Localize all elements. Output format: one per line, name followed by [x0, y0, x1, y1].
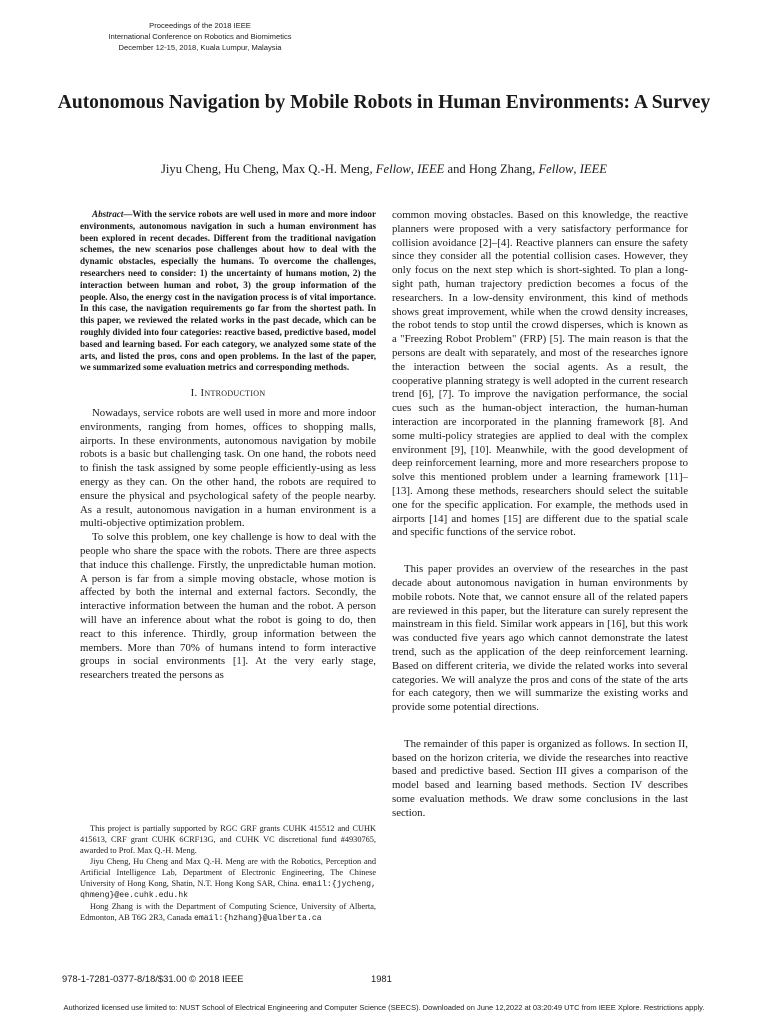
abstract: [80, 209, 376, 374]
section-title: Introduction: [200, 387, 266, 400]
right-column: [392, 209, 688, 821]
footnote-affiliation-1: [80, 857, 376, 903]
isbn-copyright: 978-1-7281-0377-8/18/$31.00 © 2018 IEEE: [62, 973, 244, 984]
footnote-email-2: email:{hzhang}@ualberta.ca: [193, 914, 322, 924]
section-numeral: I.: [190, 387, 201, 400]
footnotes: [80, 824, 376, 925]
footnote-affiliation-2: [80, 902, 376, 925]
body-paragraph: common moving obstacles. Based on this knowledge, the reactive planners were proposed with a very satisfactory performance for collision avoidance [2]–[4]. Reactive planners can ensure the safety since they consider all the potential collision cases. However, they only focus on the next step which is short-sighted. To plan a long-sight path, human trajectory prediction becomes a focus of the researchers. In a low-density environment, this kind of methods shows great improvement, while when the crowd density increases, the robot tends to stop until the crowd disperses, which is known as a "Freezing Robot Problem" (FRP) [5]. The main reason is that the persons are dealt with separately, and most of the researches ignore the interaction between the social agents. As a result, the cooperative planning strategy is well adopted in the current research trend [6], [7]. To improve the navigation performance, the social cues such as the human-object interaction, the human-human interaction are incorporated in the planning framework [8]. And some multi-policy strategies are applied to deal with the complex environment [9], [10]. Meanwhile, with the good development of deep reinforcement learning, more and more researchers propose to solve this mentioned problem under a learning framework [11]–[13]. Among these methods, researchers should select the suitable one for the specific application. For example, the methods used in airports [14] and homes [15] are different due to the spatial scale and specific functions of the service robot.: [392, 209, 688, 539]
body-paragraph: To solve this problem, one key challenge is how to deal with the people who share the space with the robots. There are three aspects that induce this challenge. Firstly, the unpredictable human motion. A person is far from a simple moving obstacle, whose motion is affected by both the internal and external factors. Secondly, the interactive information between the human and the robot. A person will have an inference about what the robot is going to do, then react to this inference. Thirdly, group information between the members. More than 70% of humans intend to form interactive groups in social environments [1]. At the very early stage, researchers treated the persons as: [80, 531, 376, 682]
authors-part-1: Jiyu Cheng, Hu Cheng, Max Q.-H. Meng,: [161, 162, 376, 176]
abstract-dash: —: [123, 209, 133, 219]
license-notice: Authorized licensed use limited to: NUST School of Electrical Engineering and Computer Science (SEECS). Downloaded on June 12,2022 at 03:20:49 UTC from IEEE Xplore. Restrictions apply.: [63, 1003, 705, 1012]
fellow-label-2: Fellow: [538, 162, 574, 176]
left-column: [80, 209, 376, 683]
fellow-label-1: Fellow: [375, 162, 411, 176]
proceedings-line-2: International Conference on Robotics and Biomimetics: [108, 32, 292, 41]
abstract-text: With the service robots are well used in more and more indoor environments, autonomous navigation in such a human environment has been explored in recent decades. Different from the traditional navigation schemes, the new scenarios pose challenges about how to deal with the dynamic obstacles, especially the humans. To overcome the challenges, researchers need to consider: 1) the uncertainty of humans motion, 2) the interaction between human and robot, 3) the group information of the people. Also, the energy cost in the navigation process is of vital importance. In this case, the navigation requirements go far from the shortest path. In this paper, we reviewed the related works in the past decade, which can be roughly divided into four categories: reactive based, predictive based, model based and learning based. For each category, we analyzed some state of the arts, and listed the pros, cons and open problems. In the last of the paper, we summarized some evaluation metrics and corresponding methods.: [80, 209, 376, 373]
ieee-label-1: IEEE: [417, 162, 445, 176]
author-list: Jiyu Cheng, Hu Cheng, Max Q.-H. Meng, Fellow, IEEE and Hong Zhang, Fellow, IEEE: [161, 162, 607, 176]
body-paragraph: The remainder of this paper is organized as follows. In section II, based on the horizon criteria, we divide the researches into reactive based and predictive based. Section III gives a comparison of the model based and learning based methods. Section IV describes some evaluation methods. We draw some conclusions in the last section.: [392, 737, 688, 819]
authors-and: and Hong Zhang,: [444, 162, 539, 176]
body-paragraph: Nowadays, service robots are well used in more and more indoor environments, ranging from homes, offices to shopping malls, airports. In these environments, autonomous navigation by mobile robots is a basic but challenging task. On one hand, the robots need to finish the task assigned by some people efficiently-using as less energy as they can. On the other hand, the robots are required to ensure the physical and psychological safety of the people nearby. As a result, autonomous navigation in a human environment is a multi-objective optimization problem.: [80, 406, 376, 530]
footnote-funding: This project is partially supported by RGC GRF grants CUHK 415512 and CUHK 415613, CRF grant CUHK 6CRF13G, and CUHK VC discretional fund #4930765, awarded to Prof. Max Q.-H. Meng.: [80, 824, 376, 855]
body-paragraph: This paper provides an overview of the researches in the past decade about autonomous navigation in human environments by mobile robots. Note that, we cannot ensure all of the related papers are reviewed in this paper, but the literature can surely represent the mainstream in this field. Similar work appears in [16], but this work was conducted five years ago which cannot demonstrate the latest trend, such as the application of the deep reinforcement learning. Based on different criteria, we divide the related works into several categories. We will analyze the pros and cons of the state of the arts for each category, then we will summarize the existing works and provide some potential directions.: [392, 563, 688, 714]
footnote-affiliation-2-text: Hong Zhang is with the Department of Computing Science, University of Alberta, Edmonton, AB T6G 2R3, Canada: [80, 902, 376, 923]
proceedings-line-3: December 12-15, 2018, Kuala Lumpur, Malaysia: [118, 43, 282, 52]
ieee-label-2: IEEE: [579, 162, 607, 176]
paper-title: Autonomous Navigation by Mobile Robots in Human Environments: A Survey: [57, 92, 711, 113]
abstract-label: Abstract: [92, 209, 124, 219]
footnote-affiliation-1-text: Jiyu Cheng, Hu Cheng and Max Q.-H. Meng are with the Robotics, Perception and Artificial Intelligence Lab, Department of Electronic Engineering, The Chinese University of Hong Kong, Shatin, N.T. Hong Kong SAR, China.: [80, 856, 376, 888]
proceedings-line-1: Proceedings of the 2018 IEEE: [149, 21, 251, 30]
page-number: 1981: [371, 973, 392, 984]
proceedings-header: [70, 20, 330, 53]
section-heading-introduction: [80, 387, 376, 401]
footnote-email-1: email:{jycheng, qhmeng}@ee.cuhk.edu.hk: [80, 879, 376, 901]
